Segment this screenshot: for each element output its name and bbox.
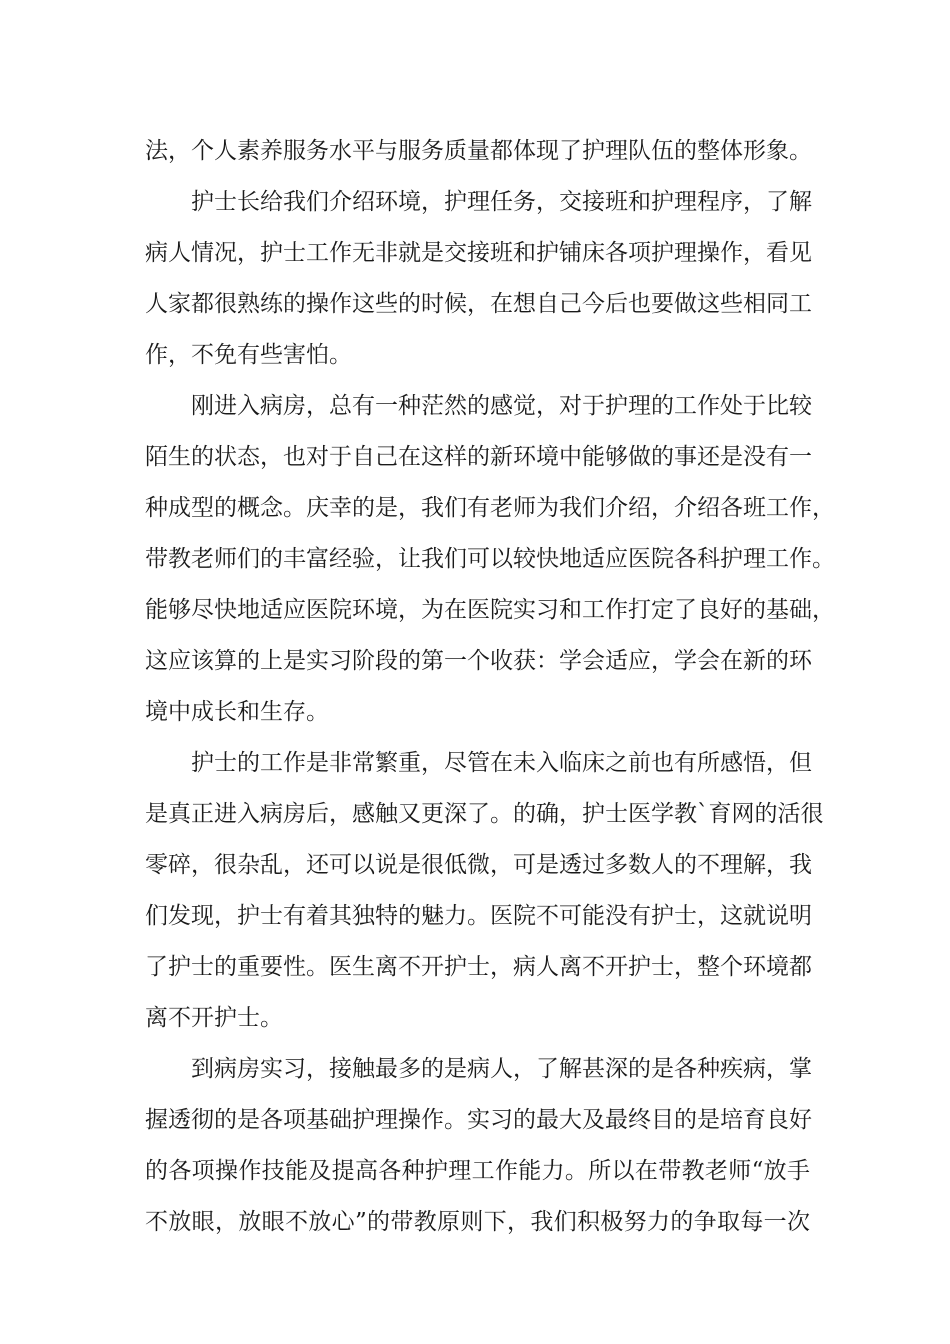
text-line: 的各项操作技能及提高各种护理工作能力。所以在带教老师“放手 [145, 1158, 810, 1184]
text-line: 作，不免有些害怕。 [145, 342, 352, 368]
text-line: 陌生的状态，也对于自己在这样的新环境中能够做的事还是没有一 [145, 444, 812, 470]
text-line: 法，个人素养服务水平与服务质量都体现了护理队伍的整体形象。 [145, 138, 812, 164]
text-line: 种成型的概念。庆幸的是，我们有老师为我们介绍，介绍各班工作， [145, 495, 835, 521]
text-line: 护士的工作是非常繁重，尽管在未入临床之前也有所感悟，但 [191, 750, 812, 776]
text-line: 能够尽快地适应医院环境，为在医院实习和工作打定了良好的基础， [145, 597, 835, 623]
text-line: 不放眼，放眼不放心”的带教原则下，我们积极努力的争取每一次 [145, 1209, 810, 1235]
text-line: 离不开护士。 [145, 1005, 283, 1031]
text-line: 握透彻的是各项基础护理操作。实习的最大及最终目的是培育良好 [145, 1107, 812, 1133]
text-line: 零碎，很杂乱，还可以说是很低微，可是透过多数人的不理解，我 [145, 852, 812, 878]
paragraph [145, 126, 810, 177]
paragraph [145, 177, 810, 381]
document-body [145, 126, 835, 1248]
text-line: 这应该算的上是实习阶段的第一个收获：学会适应，学会在新的环 [145, 648, 812, 674]
text-line: 带教老师们的丰富经验，让我们可以较快地适应医院各科护理工作。 [145, 546, 835, 572]
paragraph [145, 738, 824, 1044]
text-line: 到病房实习，接触最多的是病人，了解甚深的是各种疾病，掌 [191, 1056, 812, 1082]
paragraph [145, 381, 835, 738]
text-line: 们发现，护士有着其独特的魅力。医院不可能没有护士，这就说明 [145, 903, 812, 929]
paragraph [145, 1044, 810, 1248]
text-line: 了护士的重要性。医生离不开护士，病人离不开护士，整个环境都 [145, 954, 812, 980]
text-line: 是真正进入病房后，感触又更深了。的确，护士医学教`育网的活很 [145, 801, 824, 827]
text-line: 病人情况，护士工作无非就是交接班和护铺床各项护理操作，看见 [145, 240, 812, 266]
text-line: 境中成长和生存。 [145, 699, 329, 725]
text-line: 护士长给我们介绍环境，护理任务，交接班和护理程序，了解 [191, 189, 812, 215]
text-line: 人家都很熟练的操作这些的时候，在想自己今后也要做这些相同工 [145, 291, 812, 317]
text-line: 刚进入病房，总有一种茫然的感觉，对于护理的工作处于比较 [191, 393, 812, 419]
